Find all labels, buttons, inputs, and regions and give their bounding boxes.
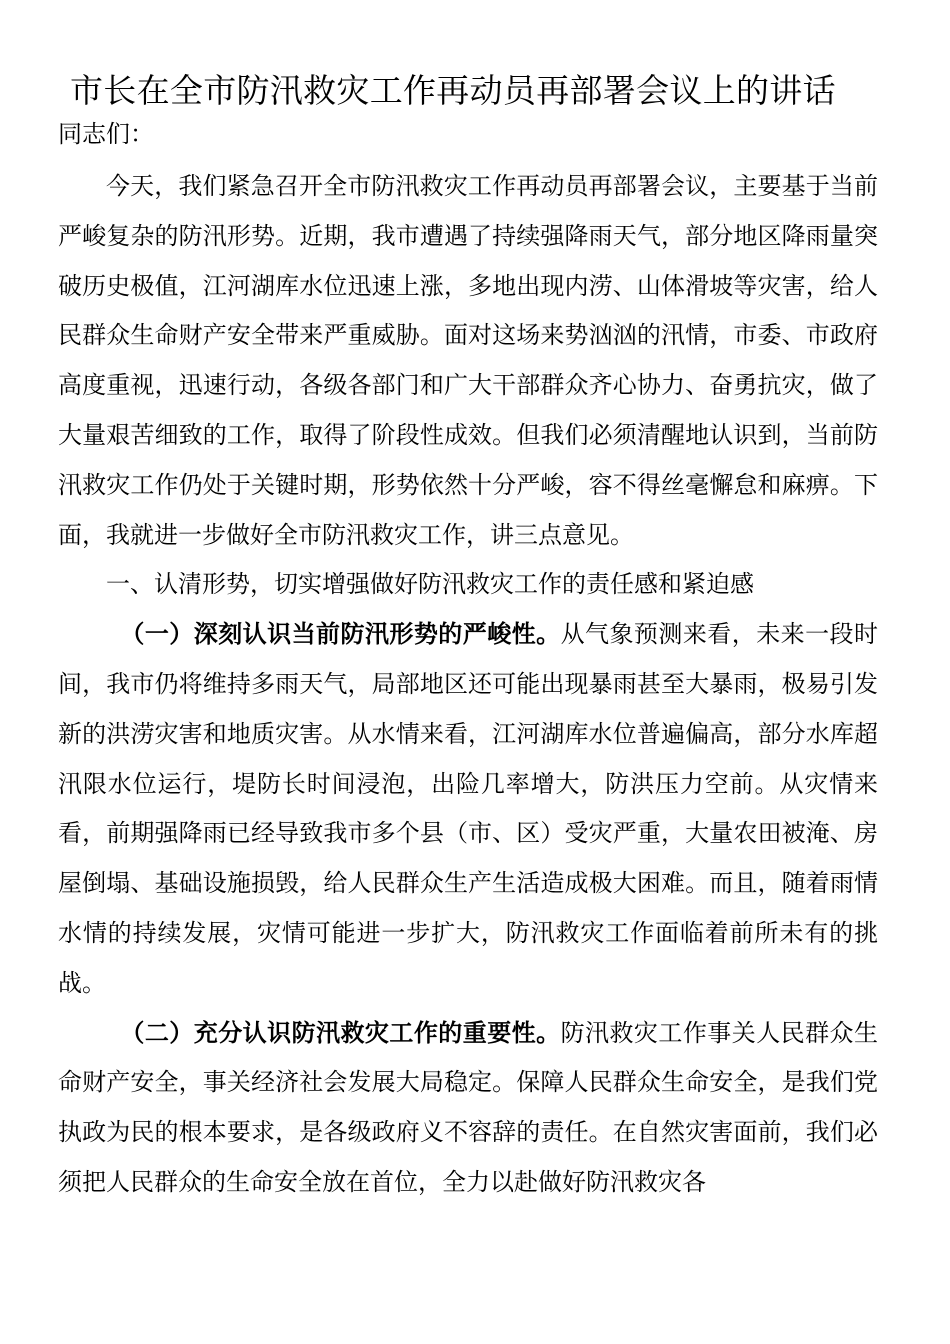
document-title: 市长在全市防汛救灾工作再动员再部署会议上的讲话 <box>70 71 836 110</box>
subsection-2-heading: （二）充分认识防汛救灾工作的重要性。 <box>120 1018 561 1047</box>
intro-paragraph: 今天，我们紧急召开全市防汛救灾工作再动员再部署会议，主要基于当前严峻复杂的防汛形势。近期，我市遭遇了持续强降雨天气，部分地区降雨量突破历史极值，江河湖库水位迅速上涨，多地出现内涝、山体滑坡等灾害，给人民群众生命财产安全带来严重威胁。面对这场来势汹汹的汛情，市委、市政府高度重视，迅速行动，各级各部门和广大干部群众齐心协力、奋勇抗灾，做了大量艰苦细致的工作，取得了阶段性成效。但我们必须清醒地认识到，当前防汛救灾工作仍处于关键时期，形势依然十分严峻，容不得丝毫懈怠和麻痹。下面，我就进一步做好全市防汛救灾工作，讲三点意见。 <box>58 172 878 549</box>
salutation: 同志们： <box>58 120 154 148</box>
subsection-1-heading: （一）深刻认识当前防汛形势的严峻性。 <box>120 620 561 649</box>
subsection-1-body: 从气象预测来看，未来一段时间，我市仍将维持多雨天气，局部地区还可能出现暴雨甚至大暴雨，极易引发新的洪涝灾害和地质灾害。从水情来看，江河湖库水位普遍偏高，部分水库超汛限水位运行，堤防长时间浸泡，出险几率增大，防洪压力空前。从灾情来看，前期强降雨已经导致我市多个县（市、区）受灾严重，大量农田被淹、房屋倒塌、基础设施损毁，给人民群众生产生活造成极大困难。而且，随着雨情水情的持续发展，灾情可能进一步扩大，防汛救灾工作面临着前所未有的挑战。 <box>58 620 879 997</box>
subsection-1-paragraph <box>58 610 878 1008</box>
document-page <box>58 66 878 1208</box>
subsection-2-body: 防汛救灾工作事关人民群众生命财产安全，事关经济社会发展大局稳定。保障人民群众生命安全，是我们党执政为民的根本要求，是各级政府义不容辞的责任。在自然灾害面前，我们必须把人民群众的生命安全放在首位，全力以赴做好防汛救灾各 <box>58 1018 879 1196</box>
subsection-2-paragraph <box>58 1009 878 1208</box>
section-1-heading: 一、认清形势，切实增强做好防汛救灾工作的责任感和紧迫感 <box>106 570 754 599</box>
